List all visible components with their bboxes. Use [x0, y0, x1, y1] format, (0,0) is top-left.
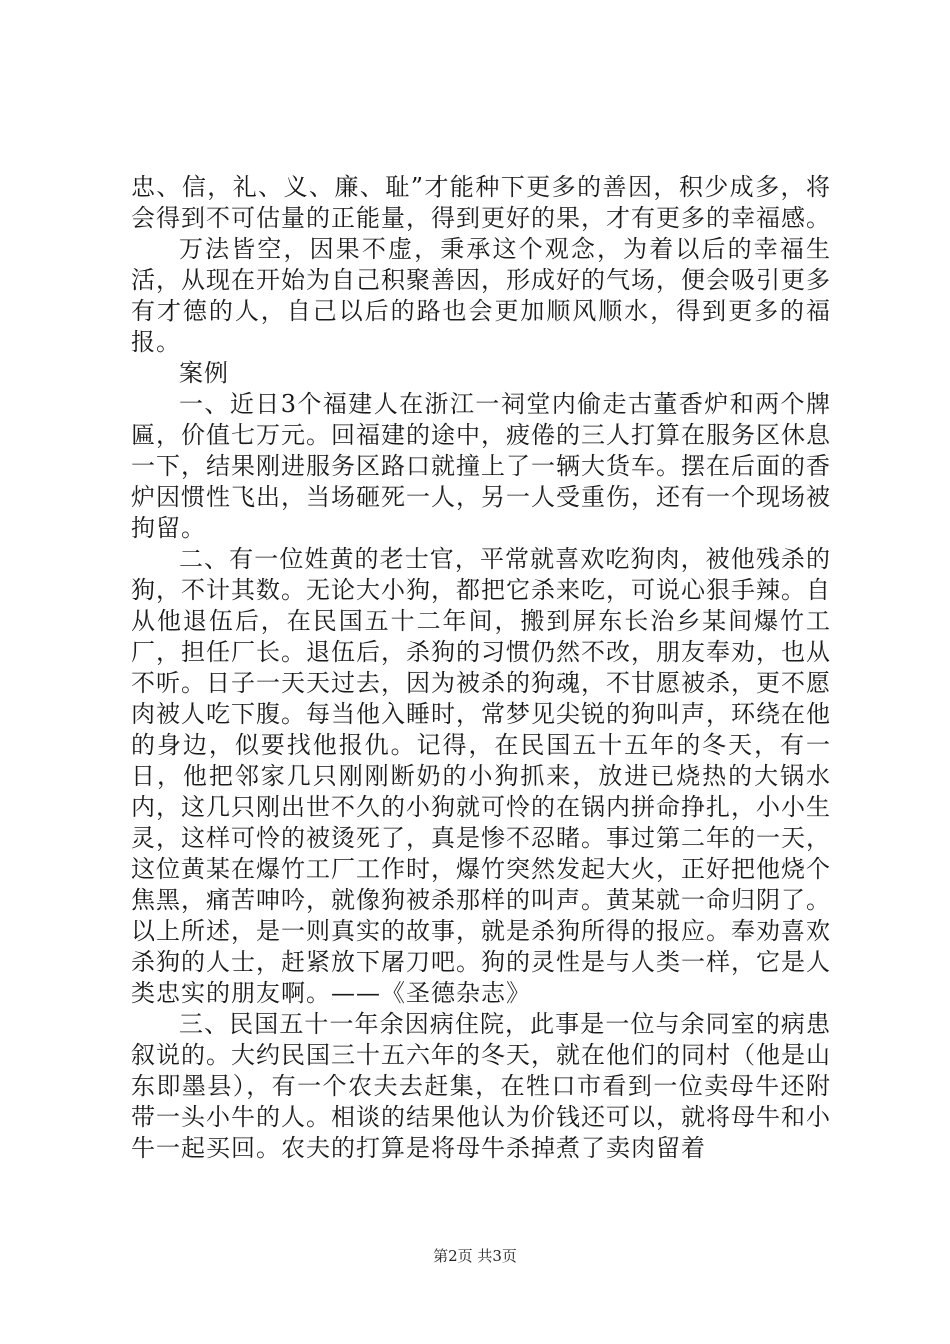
paragraph-case-two: 二、有一位姓黄的老士官，平常就喜欢吃狗肉，被他残杀的狗，不计其数。无论大小狗，都把它杀来吃，可说心狠手辣。自从他退伍后，在民国五十二年间，搬到屏东长治乡某间爆竹工厂，担任厂长。退伍后，杀狗的习惯仍然不改，朋友奉劝，也从不听。日子一天天过去，因为被杀的狗魂，不甘愿被杀，更不愿肉被人吃下腹。每当他入睡时，常梦见尖锐的狗叫声，环绕在他的身边，似要找他报仇。记得，在民国五十五年的冬天，有一日，他把邻家几只刚刚断奶的小狗抓来，放进已烧热的大锅水内，这几只刚出世不久的小狗就可怜的在锅内拼命挣扎，小小生灵，这样可怜的被烫死了，真是惨不忍睹。事过第二年的一天，这位黄某在爆竹工厂工作时，爆竹突然发起大火，正好把他烧个焦黑，痛苦呻吟，就像狗被杀那样的叫声。黄某就一命归阴了。以上所述，是一则真实的故事，就是杀狗所得的报应。奉劝喜欢杀狗的人士，赶紧放下屠刀吧。狗的灵性是与人类一样，它是人类忠实的朋友啊。——《圣德杂志》 [131, 545, 831, 1007]
document-body [131, 172, 831, 1164]
paragraph-karma-summary: 万法皆空，因果不虚，秉承这个观念，为着以后的幸福生活，从现在开始为自己积聚善因，形成好的气场，便会吸引更多有才德的人，自己以后的路也会更加顺风顺水，得到更多的福报。 [131, 235, 831, 356]
paragraph-case-three: 三、民国五十一年余因病住院，此事是一位与余同室的病患叙说的。大约民国三十五六年的冬天，就在他们的同村（他是山东即墨县），有一个农夫去赶集，在牲口市看到一位卖母牛还附带一头小牛的人。相谈的结果他认为价钱还可以，就将母牛和小牛一起买回。农夫的打算是将母牛杀掉煮了卖肉留着 [131, 1010, 831, 1162]
paragraph-continuation: 忠、信，礼、义、廉、耻”才能种下更多的善因，积少成多，将会得到不可估量的正能量，得到更好的果，才有更多的幸福感。 [131, 173, 831, 232]
section-heading-cases: 案例 [179, 359, 229, 387]
page-footer: 第2页 共3页 [433, 1247, 517, 1265]
paragraph-case-one: 一、近日3个福建人在浙江一祠堂内偷走古董香炉和两个牌匾，价值七万元。回福建的途中，疲倦的三人打算在服务区休息一下，结果刚进服务区路口就撞上了一辆大货车。摆在后面的香炉因惯性飞出，当场砸死一人，另一人受重伤，还有一个现场被拘留。 [131, 390, 831, 542]
